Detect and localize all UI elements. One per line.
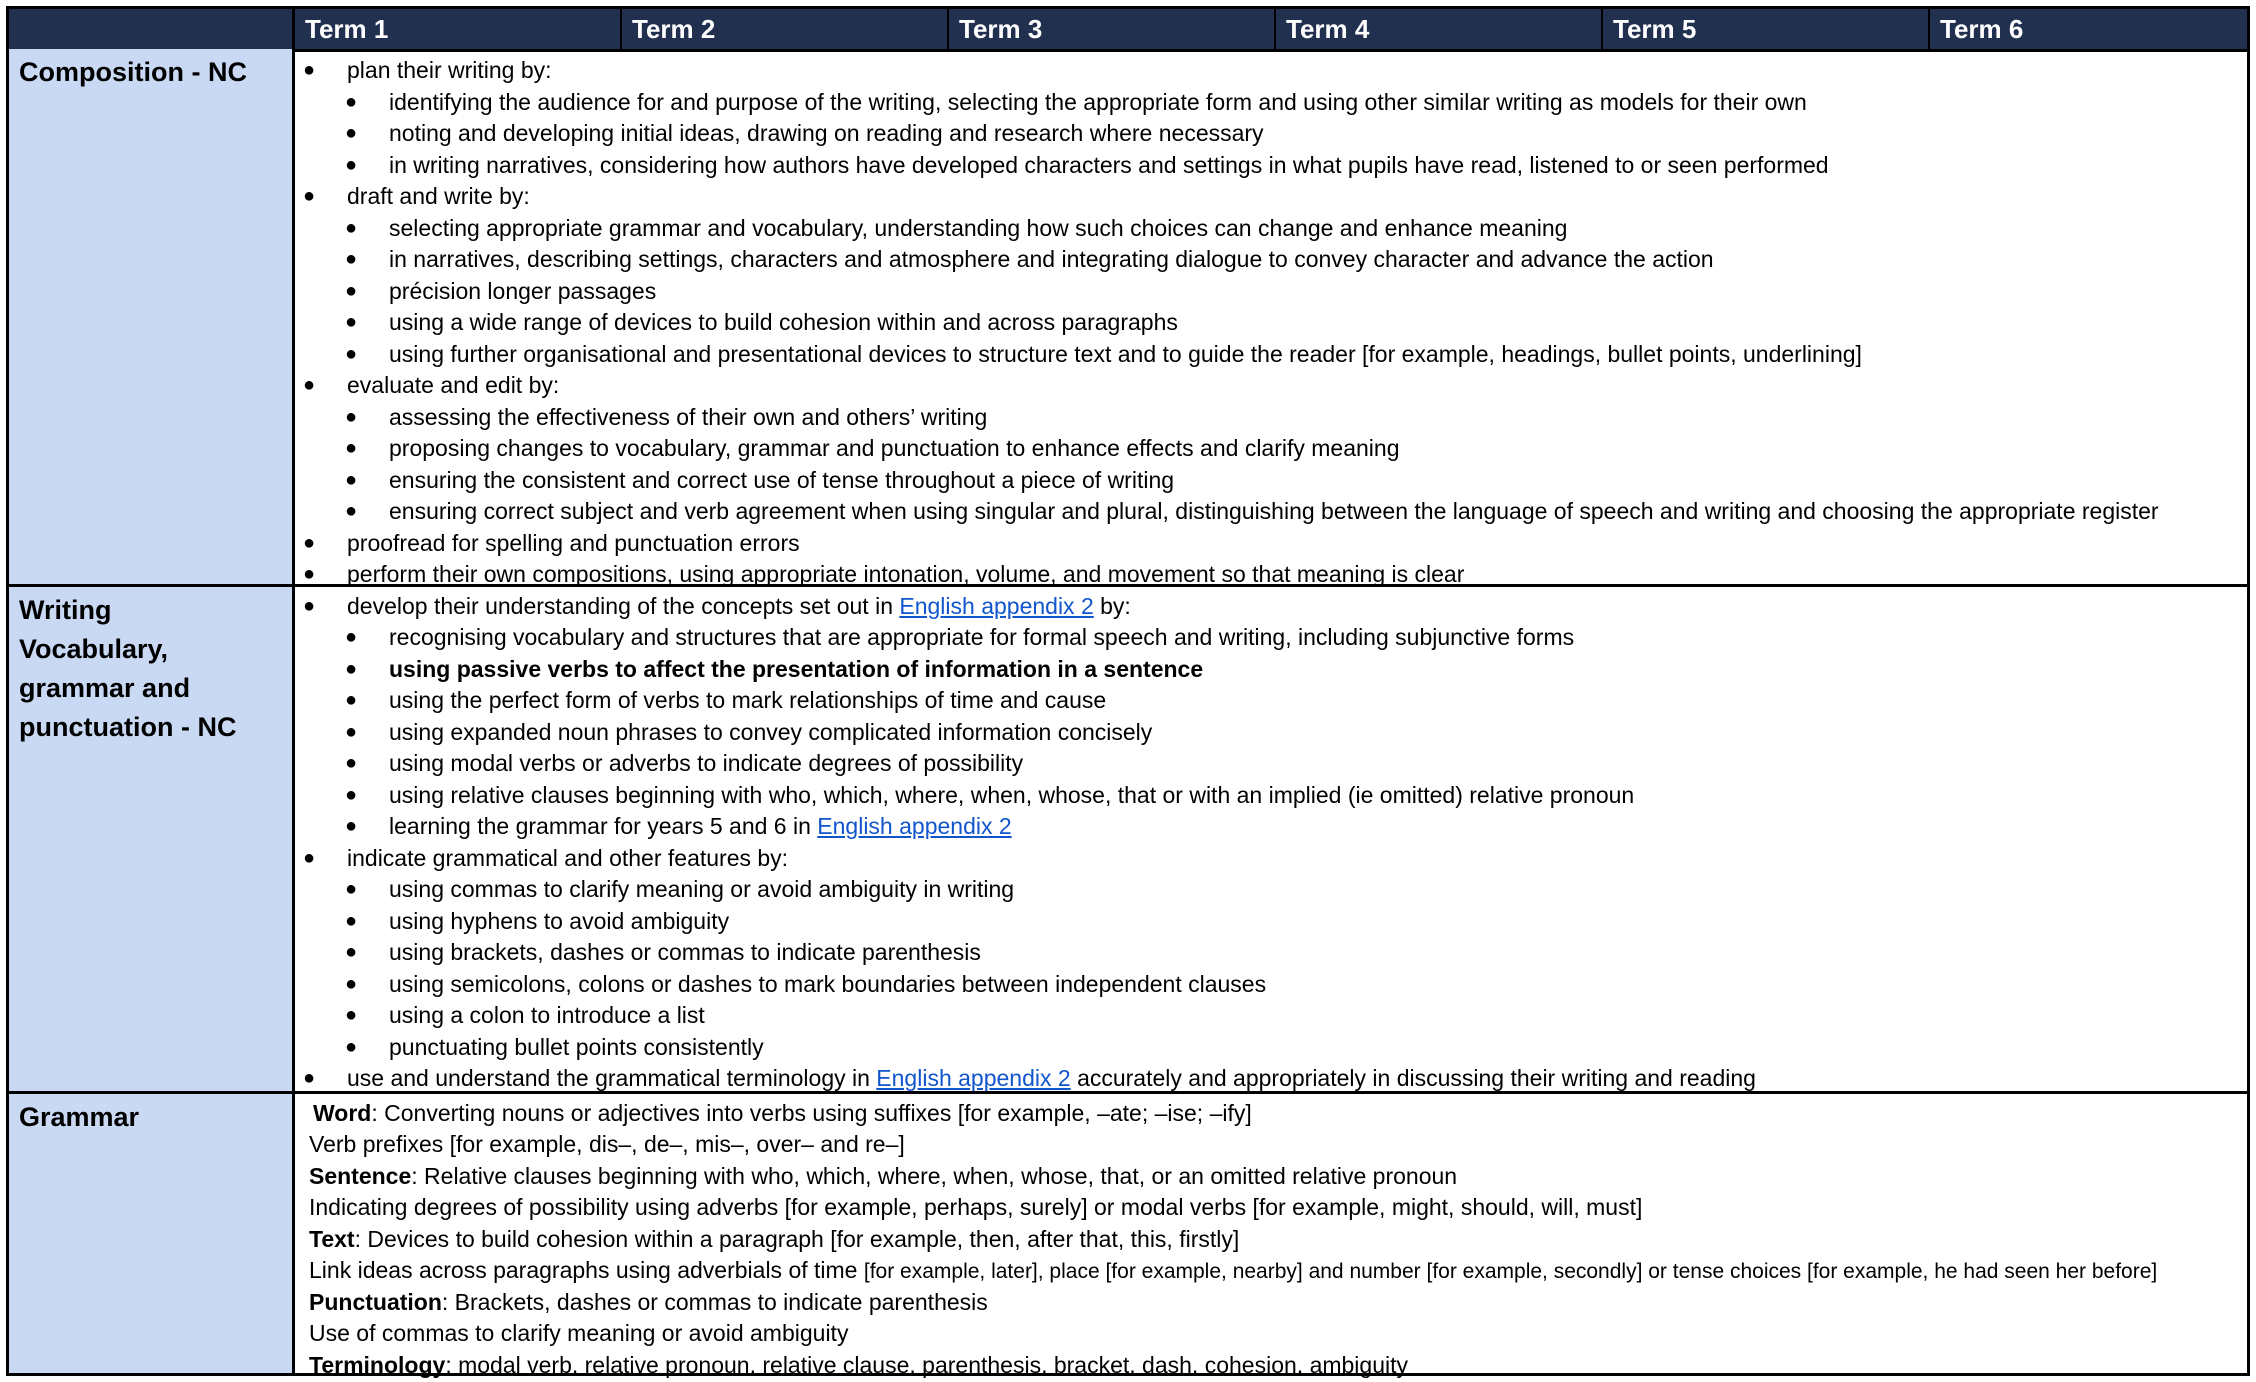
grammar-text: [313, 1098, 1252, 1129]
bullet-icon: ●: [345, 784, 358, 806]
composition-label: Composition - NC: [9, 49, 295, 584]
bullet-text: using a colon to introduce a list: [389, 1002, 705, 1028]
bullet-text: in writing narratives, considering how authors have developed characters and settings in what pupils have read, listened to or seen performed: [389, 152, 1829, 178]
bullet-text: using hyphens to avoid ambiguity: [389, 908, 730, 934]
vgp-label-line: punctuation - NC: [19, 712, 237, 742]
bullet-icon: ●: [303, 532, 316, 554]
bullet-icon: ●: [303, 847, 316, 869]
vgp-content: [295, 587, 2247, 1091]
bullet-text: using semicolons, colons or dashes to mark boundaries between independent clauses: [389, 971, 1267, 997]
bullet-text: [389, 811, 1012, 842]
bullet-icon: ●: [345, 217, 358, 239]
text-fragment: develop their understanding of the concepts set out in: [347, 593, 893, 619]
text-fragment: Link ideas across paragraphs using adverbials of time: [309, 1257, 858, 1283]
bullet-text: using further organisational and presentational devices to structure text and to guide the reader [for example, headings, bullet points, underlining]: [389, 341, 1862, 367]
bullet-icon: ●: [303, 59, 316, 81]
text-fragment: use and understand the grammatical terminology in: [347, 1065, 870, 1091]
bullet-icon: ●: [345, 752, 358, 774]
bullet-icon: ●: [303, 185, 316, 207]
bullet-icon: ●: [345, 437, 358, 459]
bullet-text: proposing changes to vocabulary, grammar and punctuation to enhance effects and clarify meaning: [389, 435, 1400, 461]
bullet-text: selecting appropriate grammar and vocabulary, understanding how such choices can change and enhance meaning: [389, 215, 1568, 241]
bullet-text: in narratives, describing settings, characters and atmosphere and integrating dialogue to convey character and advance the action: [389, 246, 1714, 272]
grammar-heading: Word: [313, 1100, 372, 1126]
english-appendix-2-link[interactable]: English appendix 2: [899, 593, 1094, 619]
bullet-text: ensuring the consistent and correct use of tense throughout a piece of writing: [389, 467, 1175, 493]
bullet-icon: ●: [303, 563, 316, 585]
bullet-icon: ●: [345, 910, 358, 932]
bullet-text: evaluate and edit by:: [347, 372, 560, 398]
grammar-text: Verb prefixes [for example, dis–, de–, mis–, over– and re–]: [309, 1131, 905, 1157]
bullet-text: using a wide range of devices to build cohesion within and across paragraphs: [389, 309, 1178, 335]
bullet-text: punctuating bullet points consistently: [389, 1034, 764, 1060]
grammar-label: Grammar: [9, 1094, 295, 1373]
text-fragment: : Brackets, dashes or commas to indicate parenthesis: [441, 1289, 988, 1315]
bullet-icon: ●: [345, 878, 358, 900]
bullet-icon: ●: [345, 406, 358, 428]
bullet-icon: ●: [345, 1004, 358, 1026]
bullet-text: identifying the audience for and purpose of the writing, selecting the appropriate form and using other similar writing as models for their own: [389, 89, 1807, 115]
bullet-icon: ●: [345, 311, 358, 333]
bullet-icon: ●: [345, 122, 358, 144]
bullet-icon: ●: [345, 343, 358, 365]
grammar-heading: Punctuation: [309, 1289, 442, 1315]
composition-content: [295, 49, 2247, 587]
bullet-icon: ●: [345, 1036, 358, 1058]
text-fragment: accurately and appropriately in discussing their writing and reading: [1077, 1065, 1756, 1091]
bullet-text: noting and developing initial ideas, drawing on reading and research where necessary: [389, 120, 1264, 146]
grammar-text: Indicating degrees of possibility using adverbs [for example, perhaps, surely] or modal verbs [for example, might, should, will, must]: [309, 1194, 1643, 1220]
vgp-label-line: Vocabulary,: [19, 634, 169, 664]
grammar-text: [309, 1287, 988, 1318]
bullet-icon: ●: [303, 1067, 316, 1089]
bullet-icon: ●: [345, 248, 358, 270]
bullet-text: précision longer passages: [389, 278, 657, 304]
bullet-text: recognising vocabulary and structures that are appropriate for formal speech and writing, including subjunctive forms: [389, 624, 1575, 650]
bullet-text: using commas to clarify meaning or avoid ambiguity in writing: [389, 876, 1015, 902]
english-appendix-2-link[interactable]: English appendix 2: [817, 813, 1012, 839]
bullet-icon: ●: [345, 941, 358, 963]
grammar-heading: Text: [309, 1226, 355, 1252]
vgp-label: [9, 587, 295, 1091]
bullet-text: proofread for spelling and punctuation errors: [347, 530, 800, 556]
vgp-label-line: Writing: [19, 595, 112, 625]
grammar-text: [309, 1255, 2157, 1287]
vgp-label-line: grammar and: [19, 673, 191, 703]
bullet-icon: ●: [303, 595, 316, 617]
text-fragment: : modal verb, relative pronoun, relative clause, parenthesis, bracket, dash, cohesion, ambiguity: [445, 1352, 1408, 1378]
bullet-text: indicate grammatical and other features by:: [347, 845, 789, 871]
bullet-text: using brackets, dashes or commas to indicate parenthesis: [389, 939, 981, 965]
bullet-text: [347, 591, 1131, 622]
bullet-text: using expanded noun phrases to convey complicated information concisely: [389, 719, 1153, 745]
bullet-text: using passive verbs to affect the presentation of information in a sentence: [389, 656, 1204, 682]
grammar-text: [309, 1350, 1408, 1381]
bullet-icon: ●: [345, 91, 358, 113]
bullet-icon: ●: [345, 154, 358, 176]
bullet-icon: ●: [345, 500, 358, 522]
grammar-text: [309, 1224, 1239, 1255]
vgp-row: [9, 587, 2247, 1094]
grammar-text: Use of commas to clarify meaning or avoid ambiguity: [309, 1320, 849, 1346]
bullet-icon: ●: [345, 626, 358, 648]
text-fragment: [for example, later], place [for example, nearby] and number [for example, secondly] or tense choices [for example, he had seen her before]: [863, 1260, 2158, 1283]
curriculum-table: [6, 6, 2250, 1376]
bullet-icon: ●: [345, 469, 358, 491]
header-term-6: Term 6: [1940, 14, 2024, 44]
english-appendix-2-link[interactable]: English appendix 2: [876, 1065, 1071, 1091]
text-fragment: : Relative clauses beginning with who, which, where, when, whose, that, or an omitted relative pronoun: [411, 1163, 1458, 1189]
bullet-text: [347, 1063, 1756, 1094]
bullet-text: draft and write by:: [347, 183, 530, 209]
grammar-content: [295, 1094, 2247, 1378]
bullet-icon: ●: [345, 973, 358, 995]
bullet-icon: ●: [303, 374, 316, 396]
text-fragment: by:: [1100, 593, 1131, 619]
bullet-text: plan their writing by:: [347, 57, 552, 83]
bullet-text: ensuring correct subject and verb agreement when using singular and plural, distinguishing between the language of speech and writing and choosing the appropriate register: [389, 498, 2159, 524]
bullet-icon: ●: [345, 721, 358, 743]
grammar-row: [9, 1094, 2247, 1378]
bullet-text: using relative clauses beginning with who, which, where, when, whose, that or with an implied (ie omitted) relative pronoun: [389, 782, 1635, 808]
text-fragment: learning the grammar for years 5 and 6 in: [389, 813, 811, 839]
header-term-5: Term 5: [1603, 9, 1930, 49]
bullet-text: using the perfect form of verbs to mark relationships of time and cause: [389, 687, 1107, 713]
bullet-icon: ●: [345, 658, 358, 680]
bullet-text: using modal verbs or adverbs to indicate degrees of possibility: [389, 750, 1024, 776]
composition-row: [9, 49, 2247, 587]
bullet-icon: ●: [345, 815, 358, 837]
header-term-3: Term 3: [949, 9, 1276, 49]
bullet-text: perform their own compositions, using appropriate intonation, volume, and movement so that meaning is clear: [347, 561, 1465, 587]
bullet-icon: ●: [345, 689, 358, 711]
bullet-text: assessing the effectiveness of their own and others’ writing: [389, 404, 988, 430]
grammar-heading: Terminology: [309, 1352, 446, 1378]
grammar-heading: Sentence: [309, 1163, 412, 1189]
text-fragment: : Devices to build cohesion within a paragraph [for example, then, after that, this, firstly]: [354, 1226, 1240, 1252]
header-corner-cell: [9, 9, 295, 49]
text-fragment: : Converting nouns or adjectives into verbs using suffixes [for example, –ate; –ise; –ify]: [371, 1100, 1252, 1126]
header-term-4: Term 4: [1276, 9, 1603, 49]
grammar-text: [309, 1161, 1457, 1192]
header-term-1: Term 1: [295, 9, 622, 49]
bullet-icon: ●: [345, 280, 358, 302]
table-header: [9, 9, 2247, 52]
header-term-2: Term 2: [622, 9, 949, 49]
